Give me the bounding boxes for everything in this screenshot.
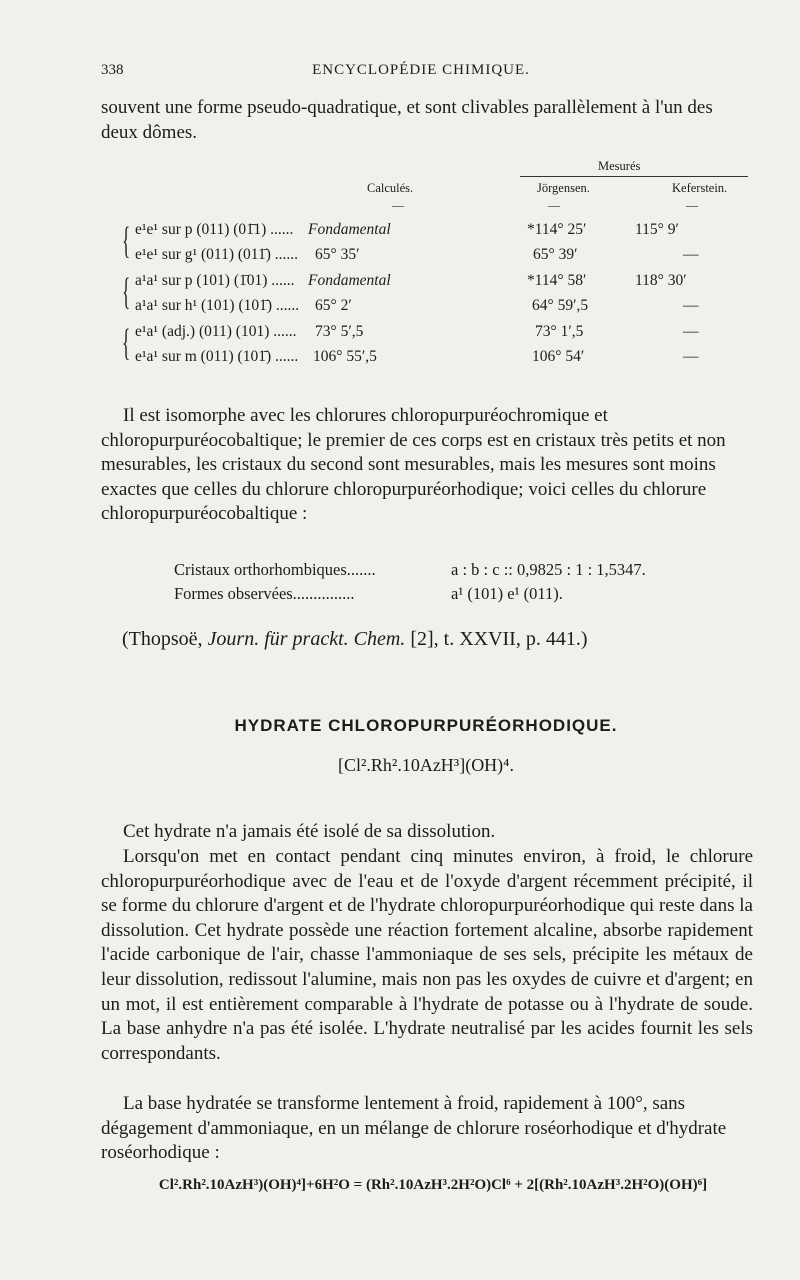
table-row: Cristaux orthorhombiques....... a : b : c :: 0,9825 : 1 : 1,5347. [174,560,646,579]
intro-paragraph: souvent une forme pseudo-quadratique, et sont clivables parallèlement à l'un des deux dômes. [101,97,713,143]
col-underline-dash: — [392,198,404,212]
body-paragraph: Cet hydrate n'a jamais été isolé de sa dissolution. [123,821,496,842]
col-group-rule [520,176,748,177]
table-row: e¹e¹ sur g¹ (011) (011̄) ...... 65° 35′ 65° 39′ — [135,246,699,263]
col-group-mesures: Mesurés [598,159,641,173]
col-header-keferstein: Keferstein. [672,181,728,195]
section-title: HYDRATE CHLOROPURPURÉORHODIQUE. [234,716,618,735]
group-brace: { [122,220,131,262]
group-brace: { [122,322,131,364]
table-row: e¹e¹ sur p (011) (01̄1) ...... Fondamental *114° 25′ 115° 9′ [135,221,679,238]
col-header-jorgensen: Jörgensen. [537,181,590,195]
running-header [101,62,741,84]
chemical-equation: Cl².Rh².10AzH³)(OH)⁴]+6H²O = (Rh².10AzH³.2H²O)Cl⁶ + 2[(Rh².10AzH³.2H²O)(OH)⁶] [158,1177,708,1193]
col-underline-dash: — [686,198,698,212]
page-number: 338 [101,62,124,78]
isomorphe-paragraph: Il est isomorphe avec les chlorures chloropurpuréochromique et chloropurpuréocobaltique; le premier de ces corps est en cristaux très petits et non mesurables, les cristaux du second sont mesurables, mais les mesures sont moins exactes que celles du chlorure chloropurpuréorhodique; voici celles du chlorure chloropurpuréocobaltique : [101,405,726,525]
col-header-calcules: Calculés. [367,181,414,195]
table-row: a¹a¹ sur p (101) (1̄01) ...... Fondamental *114° 58′ 118° 30′ [135,272,687,289]
col-underline-dash: — [548,198,560,212]
running-title: ENCYCLOPÉDIE CHIMIQUE. [312,62,530,78]
table-row: Formes observées............... a¹ (101) e¹ (011). [174,584,563,603]
body-paragraph: Lorsqu'on met en contact pendant cinq minutes environ, à froid, le chlorure chloropurpuréorhodique avec de l'eau et de l'oxyde d'argent récemment précipité, il se forme du chlorure d'argent et de l'hydrate chloropurpuréorhodique qui reste dans la dissolution. Cet hydrate possède une réaction fortement alcaline, absorbe rapidement l'acide carbonique de l'air, chasse l'ammoniaque de ses sels, précipite les métaux de leur dissolution, redissout l'alumine, mais non pas les oxydes de cuivre et d'argent; en un mot, il est entièrement comparable à l'hydrate de potasse ou à l'hydrate de soude. La base anhydre n'a pas été isolée. L'hydrate neutralisé par les acides fournit les sels correspondants. [101,846,753,1064]
table-row: e¹a¹ sur m (011) (101̄) ...... 106° 55′,5 106° 54′ — [135,348,699,365]
group-brace: { [122,271,131,313]
table-row: e¹a¹ (adj.) (011) (101) ...... 73° 5′,5 73° 1′,5 — [135,323,699,340]
chemical-formula: [Cl².Rh².10AzH³](OH)⁴. [338,755,514,775]
bibliographic-reference: (Thopsoë, Journ. für prackt. Chem. [2], t. XXVII, p. 441.) [122,628,588,650]
table-row: a¹a¹ sur h¹ (101) (101̄) ...... 65° 2′ 64° 59′,5 — [135,297,699,314]
body-paragraph: La base hydratée se transforme lentement à froid, rapidement à 100°, sans dégagement d'ammoniaque, en un mélange de chlorure roséorhodique et d'hydrate roséorhodique : [101,1093,727,1164]
